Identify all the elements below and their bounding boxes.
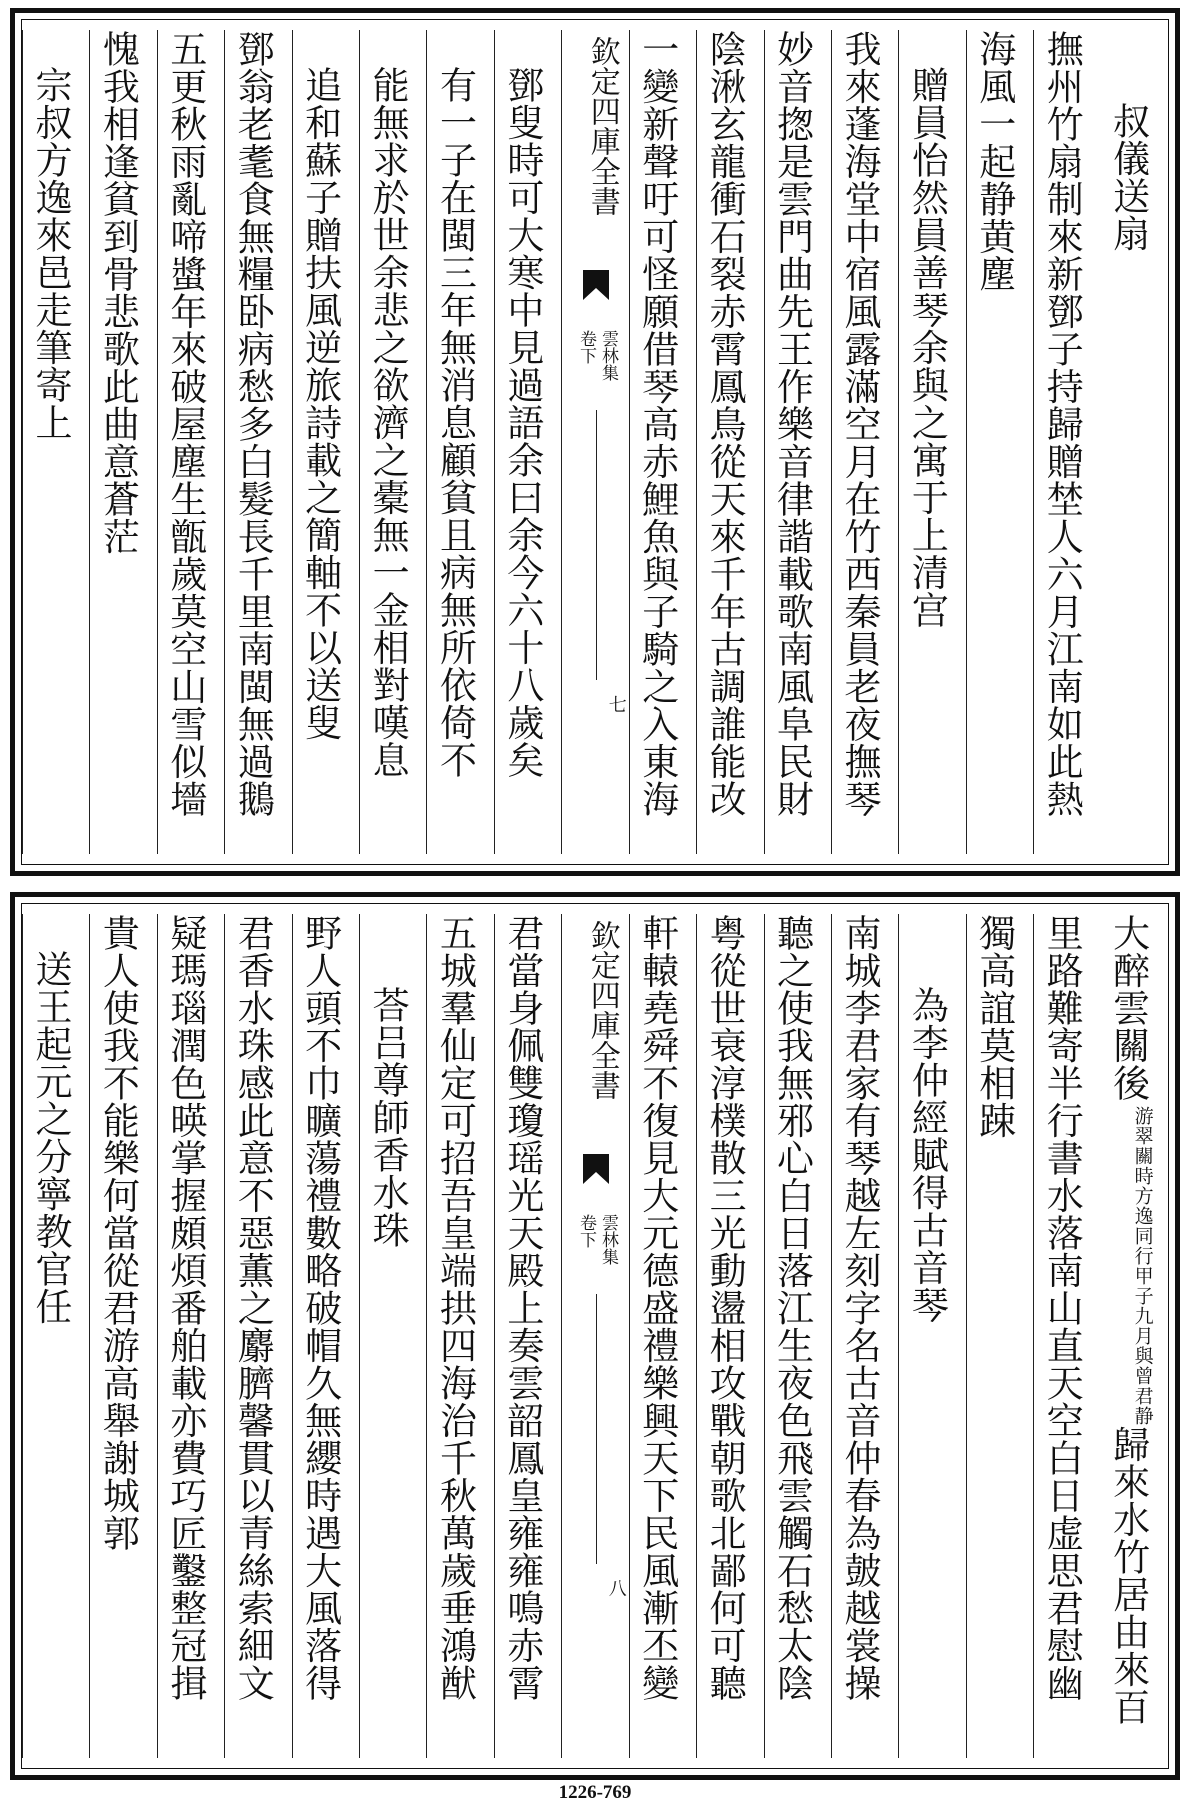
bottom-column bbox=[898, 914, 965, 1758]
bottom-column-text bbox=[225, 914, 279, 1702]
top-column-text bbox=[1101, 30, 1155, 252]
bottom-column bbox=[696, 914, 763, 1758]
top-column bbox=[831, 30, 898, 854]
bottom-banner-sub-1: 卷下 bbox=[576, 1214, 597, 1248]
top-text-run: 有一子在閩三年無消息顧貧且病無所依倚不 bbox=[433, 66, 477, 779]
top-column-text bbox=[899, 30, 953, 629]
top-column bbox=[224, 30, 291, 854]
top-banner-sub-1: 卷下 bbox=[576, 330, 597, 364]
top-text-run: 撫州竹扇制來新鄧子持歸贈埜人六月江南如此熱 bbox=[1040, 30, 1084, 818]
bottom-column bbox=[22, 914, 89, 1758]
bottom-text-run: 南城李君家有琴越左刻字名古音仲春為皷越裳操 bbox=[837, 914, 881, 1702]
bottom-column bbox=[494, 914, 561, 1758]
top-text-run: 叔儀送扇 bbox=[1106, 102, 1150, 252]
bottom-fishtail-mark bbox=[583, 1154, 609, 1194]
top-column-text bbox=[293, 30, 347, 741]
bottom-banner-volume bbox=[576, 1214, 618, 1265]
bottom-text-run: 獨高誼莫相踈 bbox=[972, 914, 1016, 1139]
bottom-text-run: 野人頭不巾曠蕩禮數略破帽久無纓時遇大風落得 bbox=[298, 914, 342, 1702]
top-column-text bbox=[225, 30, 279, 818]
bottom-column bbox=[292, 914, 359, 1758]
top-text-run: 妙音揔是雲門曲先王作樂音律諧載歌南風阜民財 bbox=[770, 30, 814, 818]
bottom-column-text bbox=[495, 914, 549, 1702]
bottom-text-run: 送王起元之分寧教官任 bbox=[29, 950, 73, 1325]
bottom-column-text bbox=[158, 914, 212, 1702]
bottom-text-run: 君當身佩雙瓊瑶光天殿上奏雲韶鳳皇雍雍鳴赤霄 bbox=[500, 914, 544, 1702]
top-column-text bbox=[158, 30, 212, 818]
top-text-run: 追和蘇子贈扶風逆旅詩載之簡軸不以送叟 bbox=[298, 66, 342, 741]
bottom-text-run: 荅吕尊師香水珠 bbox=[366, 986, 410, 1249]
top-column bbox=[1033, 30, 1100, 854]
bottom-column bbox=[157, 914, 224, 1758]
top-column bbox=[629, 30, 696, 854]
bottom-column bbox=[831, 914, 898, 1758]
bottom-column-text bbox=[23, 914, 77, 1325]
top-column-text bbox=[495, 30, 549, 779]
bottom-column bbox=[1101, 914, 1168, 1758]
bottom-column bbox=[224, 914, 291, 1758]
top-column-text bbox=[427, 30, 481, 779]
top-column bbox=[966, 30, 1033, 854]
top-column bbox=[292, 30, 359, 854]
bottom-annotation-line-1: 游翠關時方逸同行 bbox=[1131, 1105, 1154, 1266]
top-banner-title: 欽定四庫全書 bbox=[584, 36, 620, 216]
bottom-column bbox=[629, 914, 696, 1758]
top-column-text bbox=[90, 30, 144, 555]
top-banner bbox=[561, 30, 628, 854]
bottom-text-run: 貴人使我不能樂何當從君游高舉謝城郭 bbox=[96, 914, 140, 1552]
bottom-banner bbox=[561, 914, 628, 1758]
top-text-run: 鄧叟時可大寒中見過語余曰余今六十八歲矣 bbox=[500, 66, 544, 779]
bottom-text-run: 君香水珠感此意不惡薫之麝臍馨貫以青絲索細文 bbox=[231, 914, 275, 1702]
top-column bbox=[696, 30, 763, 854]
top-text-run: 贈員怡然員善琴余與之寓于上清宫 bbox=[905, 66, 949, 629]
bottom-text-run: 疑瑪瑙潤色暎掌握頗煩番舶載亦費巧匠鑿整冠揖 bbox=[163, 914, 207, 1702]
bottom-page-frame bbox=[21, 903, 1169, 1769]
bottom-banner-sub-0: 雲林集 bbox=[598, 1214, 619, 1265]
top-text-run: 陰湫玄龍衝石裂赤霄鳳鳥從天來千年古調誰能改 bbox=[703, 30, 747, 818]
top-column-text bbox=[1034, 30, 1088, 818]
top-text-run: 海風一起静黄塵 bbox=[972, 30, 1016, 293]
bottom-text-run: 聽之使我無邪心白日落江生夜色飛雲觸石愁太陰 bbox=[770, 914, 814, 1702]
bottom-column-text bbox=[1034, 914, 1088, 1702]
bottom-column-text bbox=[293, 914, 347, 1702]
top-text-run: 愧我相逢貧到骨悲歌此曲意蒼茫 bbox=[96, 30, 140, 555]
top-text-run: 我來蓬海堂中宿風露滿空月在竹西秦員老夜撫琴 bbox=[837, 30, 881, 818]
top-text-run: 鄧翁老耄食無糧卧病愁多白髮長千里南閩無過鵝 bbox=[231, 30, 275, 818]
top-column bbox=[359, 30, 426, 854]
top-column-text bbox=[765, 30, 819, 818]
top-column-text bbox=[697, 30, 751, 818]
top-column-text bbox=[630, 30, 684, 818]
top-column bbox=[22, 30, 89, 854]
top-banner-volume bbox=[576, 330, 618, 381]
top-column-text bbox=[360, 30, 414, 779]
bottom-column-text bbox=[765, 914, 819, 1702]
bottom-column bbox=[764, 914, 831, 1758]
bottom-column-text bbox=[697, 914, 751, 1702]
top-page bbox=[10, 8, 1180, 876]
top-page-number: 七 bbox=[605, 695, 627, 713]
top-text-run: 能無求於世余悲之欲濟之橐無一金相對嘆息 bbox=[366, 66, 410, 779]
top-column-text bbox=[832, 30, 886, 818]
bottom-page-number: 八 bbox=[605, 1579, 627, 1597]
bottom-column-text bbox=[832, 914, 886, 1702]
bottom-text-run: 為李仲經賦得古音琴 bbox=[905, 986, 949, 1324]
bottom-inline-annotation bbox=[1131, 1102, 1155, 1426]
bottom-column-text bbox=[967, 914, 1021, 1139]
bottom-text-run: 軒轅堯舜不復見大元德盛禮樂興天下民風漸丕變 bbox=[635, 914, 679, 1702]
bottom-column-text bbox=[899, 914, 953, 1324]
top-fishtail-mark bbox=[583, 270, 609, 310]
top-text-run: 一變新聲吁可怪願借琴高赤鯉魚與子騎之入東海 bbox=[635, 30, 679, 818]
bottom-annotation-line-0: 甲子九月與曾君静 bbox=[1131, 1265, 1154, 1426]
bottom-text-run: 大醉雲關後 bbox=[1106, 914, 1150, 1102]
bottom-column-text bbox=[1101, 914, 1155, 1726]
bottom-column bbox=[966, 914, 1033, 1758]
bottom-column-text bbox=[360, 914, 414, 1249]
top-banner-sub-0: 雲林集 bbox=[598, 330, 619, 381]
bottom-column bbox=[1033, 914, 1100, 1758]
bottom-column-text bbox=[630, 914, 684, 1702]
top-column bbox=[426, 30, 493, 854]
bottom-text-run: 粤從世衰淳樸散三光動盪相攻戰朝歌北鄙何可聽 bbox=[703, 914, 747, 1702]
top-column bbox=[494, 30, 561, 854]
bottom-banner-rule bbox=[596, 1294, 597, 1564]
bottom-text-run: 歸來水竹居由來百 bbox=[1106, 1425, 1150, 1726]
top-page-frame bbox=[21, 19, 1169, 865]
bottom-banner-title: 欽定四庫全書 bbox=[584, 920, 620, 1100]
top-column bbox=[157, 30, 224, 854]
top-column bbox=[1101, 30, 1168, 854]
bottom-page bbox=[10, 892, 1180, 1780]
top-column bbox=[898, 30, 965, 854]
bottom-column bbox=[359, 914, 426, 1758]
top-column bbox=[89, 30, 156, 854]
bottom-text-run: 五城羣仙定可招吾皇端拱四海治千秋萬歲垂鴻猷 bbox=[433, 914, 477, 1702]
top-column bbox=[764, 30, 831, 854]
bottom-column bbox=[89, 914, 156, 1758]
bottom-column-text bbox=[90, 914, 144, 1552]
bottom-text-run: 里路難寄半行書水落南山直天空白日虚思君慰幽 bbox=[1040, 914, 1084, 1702]
top-column-text bbox=[967, 30, 1021, 293]
top-banner-rule bbox=[596, 410, 597, 680]
bottom-column-text bbox=[427, 914, 481, 1702]
top-text-run: 五更秋雨亂啼螿年來破屋塵生甑歲莫空山雪似墻 bbox=[163, 30, 207, 818]
footer-catalog-code: 1226-769 bbox=[558, 1782, 632, 1803]
top-column-text bbox=[23, 30, 77, 441]
bottom-column bbox=[426, 914, 493, 1758]
top-text-run: 宗叔方逸來邑走筆寄上 bbox=[29, 66, 73, 441]
